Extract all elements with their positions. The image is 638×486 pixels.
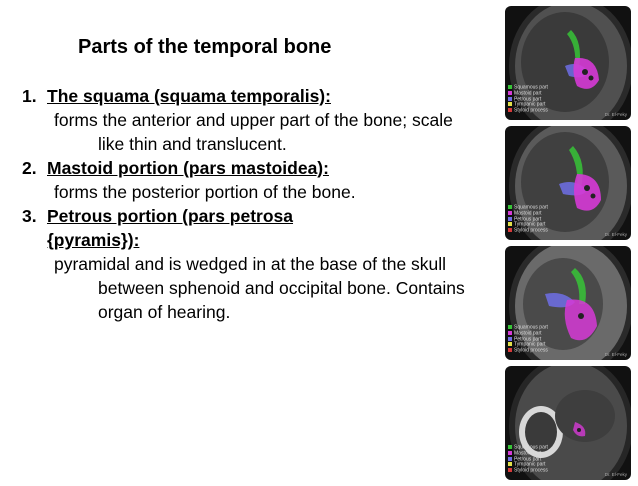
- item-term: Mastoid portion (pars mastoidea):: [47, 158, 329, 178]
- item-heading: [22, 84, 482, 108]
- scan-legend: Squamous part Mastoid part Petrous part Tympanic part Styloid process: [508, 85, 548, 114]
- item-term: The squama (squama temporalis):: [47, 86, 331, 106]
- ct-scan-image: [505, 126, 631, 240]
- list-item-petrous: [22, 204, 482, 324]
- scan-legend: Squamous part Mastoid part Petrous part Tympanic part Styloid process: [508, 445, 548, 474]
- ct-scan-column: [505, 6, 631, 486]
- list-item-squama: [22, 84, 482, 156]
- ct-scan-image: [505, 246, 631, 360]
- scan-credit: Dr. El-Feky: [604, 232, 627, 237]
- ct-scan-image: [505, 6, 631, 120]
- item-heading: [22, 204, 482, 252]
- item-term-continued: {pyramis}):: [47, 230, 140, 250]
- scan-credit: Dr. El-Feky: [604, 112, 627, 117]
- ct-scan-image: [505, 366, 631, 480]
- slide-title: Parts of the temporal bone: [78, 36, 332, 58]
- item-description: pyramidal and is wedged in at the base of the skull between sphenoid and occipital bone. Contains organ of hearing.: [54, 254, 465, 322]
- scan-credit: Dr. El-Feky: [604, 352, 627, 357]
- scan-legend: Squamous part Mastoid part Petrous part Tympanic part Styloid process: [508, 325, 548, 354]
- item-description: forms the anterior and upper part of the bone; scale like thin and translucent.: [54, 110, 453, 154]
- item-number: 1.: [22, 86, 37, 106]
- item-heading: [22, 156, 482, 180]
- item-term: Petrous portion (pars petrosa: [47, 206, 294, 226]
- list-item-mastoid: [22, 156, 482, 204]
- item-number: 2.: [22, 158, 37, 178]
- scan-credit: Dr. El-Feky: [604, 472, 627, 477]
- scan-legend: Squamous part Mastoid part Petrous part Tympanic part Styloid process: [508, 205, 548, 234]
- item-number: 3.: [22, 206, 37, 226]
- parts-list: [22, 84, 482, 324]
- item-description: forms the posterior portion of the bone.: [54, 182, 356, 202]
